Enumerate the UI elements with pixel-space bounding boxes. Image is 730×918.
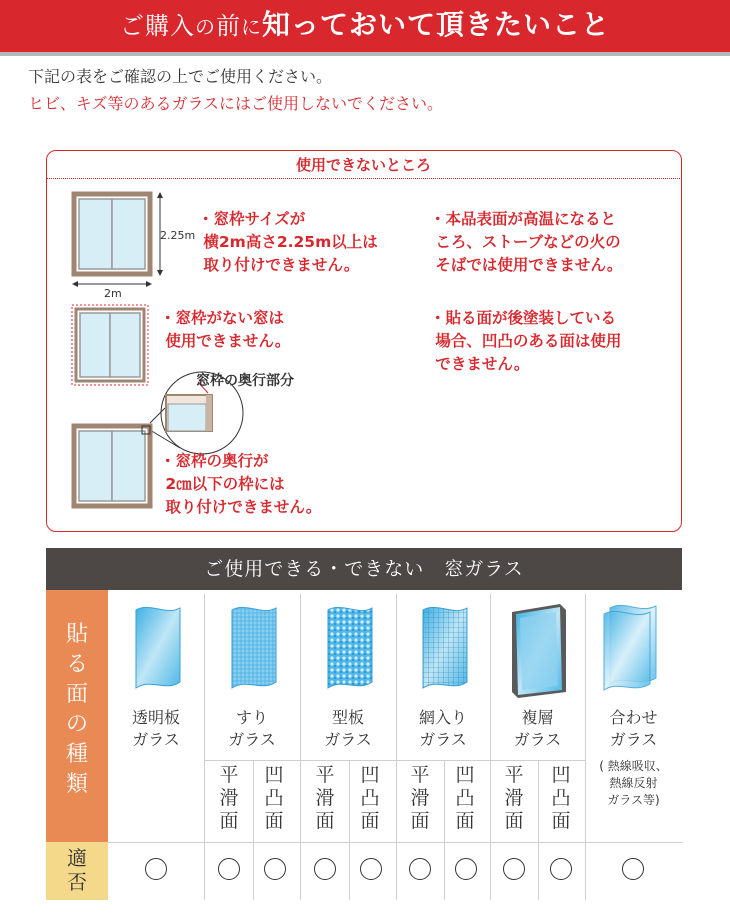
dim-width-label: 2m [104, 287, 122, 300]
ok-mark [360, 858, 382, 880]
table-divider [444, 760, 445, 900]
uneven-surface-label: 凹凸面 [551, 764, 571, 832]
smooth-surface-label: 平滑面 [219, 764, 239, 832]
ok-mark [622, 858, 644, 880]
ok-mark [145, 858, 167, 880]
ok-mark [550, 858, 572, 880]
clear-glass-icon [126, 602, 188, 698]
header-banner [0, 0, 730, 52]
laminated-glass-icon [598, 598, 664, 698]
frosted-glass-icon [222, 602, 284, 698]
glass-name-laminated: 合わせ ガラス [609, 708, 658, 749]
header-shadow [0, 52, 730, 56]
uneven-surface-label: 凹凸面 [264, 764, 284, 832]
table-divider [349, 760, 350, 900]
restriction-size: ・窓枠サイズが 横2m高さ2.25m以上は 取り付けできません。 [198, 210, 378, 274]
dim-height-label: 2.25m [160, 229, 196, 242]
wired-glass-icon [413, 602, 475, 698]
table-divider [253, 760, 254, 900]
glass-name-wired: 網入り ガラス [418, 708, 467, 749]
restriction-frame-depth: ・窓枠の奥行が 2㎝以下の枠には 取り付けできません。 [160, 452, 322, 516]
smooth-surface-label: 平滑面 [410, 764, 430, 832]
glass-name-double-glazed: 複層 ガラス [513, 708, 562, 749]
ok-mark [455, 858, 477, 880]
uneven-surface-label: 凹凸面 [360, 764, 380, 832]
glass-name-frosted: すり ガラス [228, 708, 276, 749]
frame-depth-label: 窓枠の奥行部分 [196, 373, 294, 389]
ok-mark [264, 858, 286, 880]
ok-mark [503, 858, 525, 880]
restriction-no-frame: ・窓枠がない窓は 使用できません。 [160, 309, 291, 350]
page-title: ご購入の前に知っておいて頂きたいこと [119, 8, 610, 41]
uneven-surface-label: 凹凸面 [455, 764, 475, 832]
restriction-heat: ・本品表面が高温になると ころ、ストーブなどの火の そばでは使用できません。 [430, 210, 623, 274]
smooth-surface-label: 平滑面 [504, 764, 524, 832]
patterned-glass-icon [318, 602, 380, 698]
large-window-icon [70, 190, 180, 300]
restrictions-title: 使用できないところ [47, 151, 680, 179]
ok-mark [409, 858, 431, 880]
ok-mark [314, 858, 336, 880]
side-label: 貼 る 面 の 種 類 [65, 622, 88, 797]
ok-mark [218, 858, 240, 880]
glass-table-title: ご使用できる・できない 窓ガラス [46, 548, 682, 590]
laminated-glass-note: ( 熱線吸収、 熱線反射 ガラス等) [599, 759, 668, 807]
table-divider [108, 842, 682, 843]
intro-line-1: 下記の表をご確認の上でご使用ください。 [28, 67, 333, 86]
restriction-coated-surface: ・貼る面が後塗装している 場合、凹凸のある面は使用 できません。 [430, 309, 622, 373]
intro-line-2-warning: ヒビ、キズ等のあるガラスにはご使用しないでください。 [28, 94, 444, 113]
table-divider [538, 760, 539, 900]
glass-name-clear: 透明板 ガラス [131, 708, 180, 749]
table-divider [204, 760, 585, 761]
suitability-label: 適 否 [67, 846, 87, 894]
glass-name-patterned: 型板 ガラス [324, 708, 372, 749]
double-glazed-glass-icon [506, 600, 572, 700]
smooth-surface-label: 平滑面 [315, 764, 335, 832]
